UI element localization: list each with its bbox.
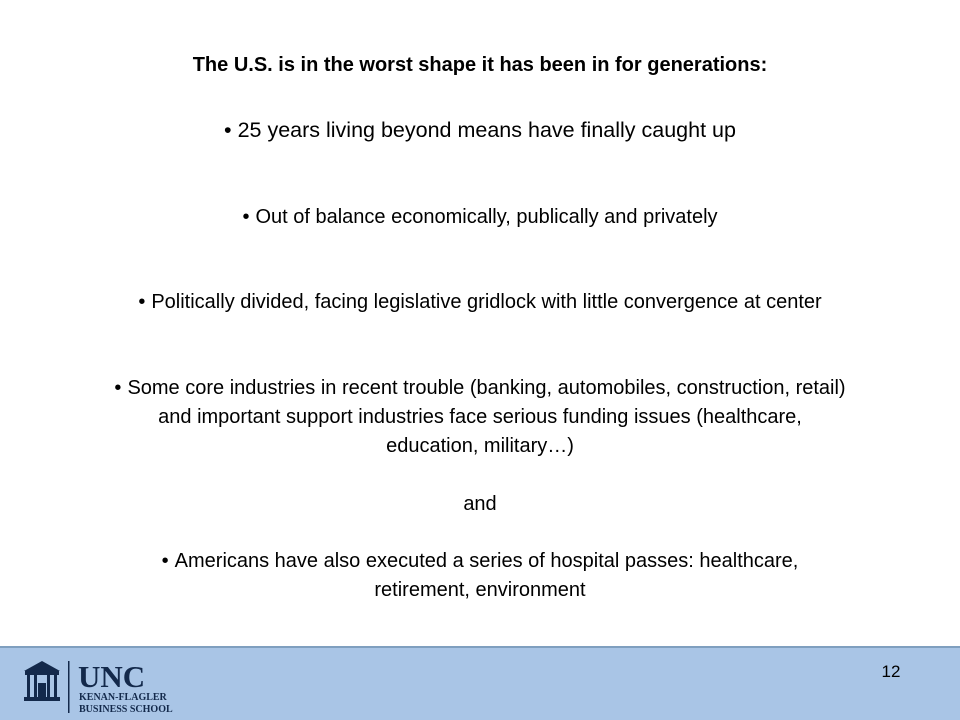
bullet-point-1-text: 25 years living beyond means have finally caught up: [237, 118, 736, 142]
page-number: 12: [881, 662, 901, 681]
bullet-point-5-text-1: Americans have also executed a series of hospital passes: healthcare,: [174, 550, 799, 572]
bullet-point-4: [20, 374, 940, 461]
bullet-point-1: [20, 116, 940, 145]
logo-line-2: BUSINESS SCHOOL: [79, 704, 173, 715]
bullet-point-4-line-1: [20, 374, 940, 403]
bullet-icon: •: [114, 377, 122, 399]
bullet-point-2: [20, 203, 940, 232]
bullet-point-3-text: Politically divided, facing legislative gridlock with little convergence at center: [151, 291, 822, 313]
bullet-icon: •: [161, 550, 169, 572]
bullet-point-4-line-3: education, military…): [386, 435, 574, 457]
bullet-point-5: [20, 547, 940, 605]
logo-line-1: KENAN-FLAGLER: [79, 692, 167, 703]
logo-name: UNC: [78, 659, 146, 694]
bullet-point-5-line-1: [20, 547, 940, 576]
connector-text: and: [463, 493, 497, 515]
bullet-point-5-line-2: retirement, environment: [374, 579, 586, 601]
bullet-icon: •: [138, 291, 146, 313]
unc-kenan-flagler-logo: [22, 657, 212, 715]
bullet-icon: •: [242, 206, 250, 228]
bullet-point-2-text: Out of balance economically, publically and privately: [255, 206, 718, 228]
bullet-icon: •: [224, 118, 232, 142]
bullet-point-4-line-2: and important support industries face serious funding issues (healthcare,: [158, 406, 802, 428]
bullet-point-3: [20, 288, 940, 317]
old-well-icon: [24, 661, 60, 701]
bullet-point-4-text-1: Some core industries in recent trouble (banking, automobiles, construction, retail): [127, 377, 846, 399]
slide-title: The U.S. is in the worst shape it has been in for generations:: [192, 54, 768, 76]
